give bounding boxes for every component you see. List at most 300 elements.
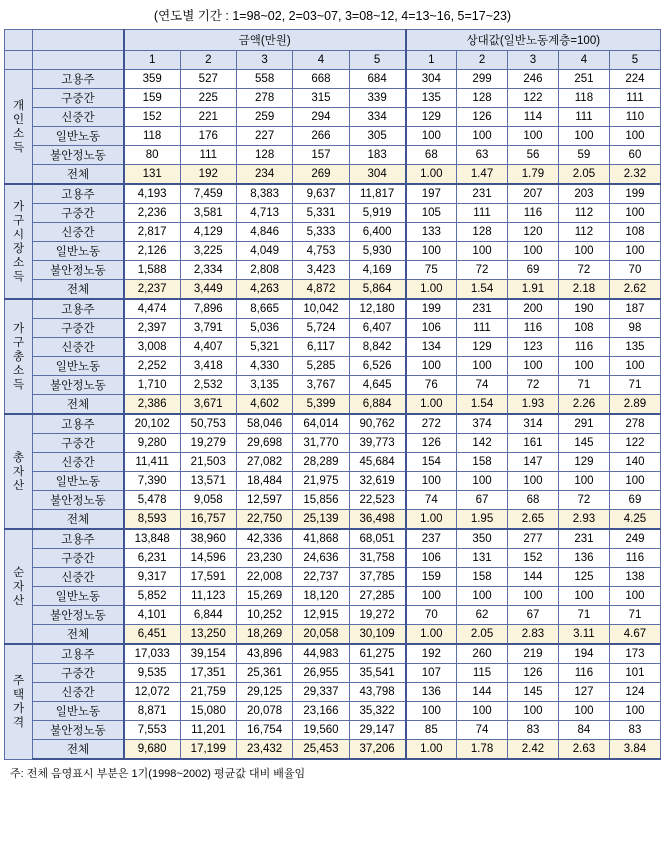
- table-row: [5, 357, 661, 376]
- header-corner-right: [33, 30, 124, 51]
- relative-cell: 100: [609, 204, 660, 223]
- table-row: [5, 146, 661, 165]
- amount-cell: 183: [349, 146, 405, 165]
- amount-cell: 12,597: [236, 491, 292, 510]
- amount-cell: 26,955: [293, 664, 349, 683]
- amount-cell: 37,206: [349, 740, 405, 760]
- relative-cell: 299: [457, 70, 508, 89]
- amount-cell: 64,014: [293, 414, 349, 434]
- amount-cell: 269: [293, 165, 349, 185]
- relative-cell: 74: [406, 491, 457, 510]
- amount-cell: 15,856: [293, 491, 349, 510]
- amount-cell: 9,637: [293, 184, 349, 204]
- relative-cell: 2.05: [457, 625, 508, 645]
- row-label: 구중간: [33, 549, 124, 568]
- row-label: 고용주: [33, 644, 124, 664]
- amount-cell: 4,169: [349, 261, 405, 280]
- group-label: 개 인 소 득: [5, 70, 33, 185]
- relative-cell: 158: [457, 453, 508, 472]
- relative-cell: 111: [609, 89, 660, 108]
- amount-cell: 5,930: [349, 242, 405, 261]
- amount-cell: 28,289: [293, 453, 349, 472]
- row-label: 구중간: [33, 319, 124, 338]
- table-row: [5, 376, 661, 395]
- amount-cell: 21,503: [180, 453, 236, 472]
- amount-cell: 558: [236, 70, 292, 89]
- row-label: 구중간: [33, 664, 124, 683]
- amount-cell: 668: [293, 70, 349, 89]
- table-row: [5, 319, 661, 338]
- amount-cell: 225: [180, 89, 236, 108]
- amount-cell: 5,333: [293, 223, 349, 242]
- relative-cell: 2.18: [558, 280, 609, 300]
- relative-cell: 100: [558, 472, 609, 491]
- relative-cell: 1.79: [508, 165, 559, 185]
- amount-cell: 22,737: [293, 568, 349, 587]
- row-label: 불안정노동: [33, 146, 124, 165]
- relative-cell: 129: [406, 108, 457, 127]
- amount-cell: 80: [124, 146, 180, 165]
- amount-cell: 2,532: [180, 376, 236, 395]
- amount-cell: 2,808: [236, 261, 292, 280]
- amount-cell: 39,773: [349, 434, 405, 453]
- group-label: 총 자 산: [5, 414, 33, 529]
- amount-cell: 2,817: [124, 223, 180, 242]
- relative-cell: 116: [508, 204, 559, 223]
- amount-cell: 4,474: [124, 299, 180, 319]
- table-row: [5, 529, 661, 549]
- amount-cell: 31,770: [293, 434, 349, 453]
- header-corner-left-2: [5, 51, 33, 70]
- relative-cell: 192: [406, 644, 457, 664]
- relative-cell: 115: [457, 664, 508, 683]
- table-row: [5, 702, 661, 721]
- relative-cell: 1.00: [406, 625, 457, 645]
- relative-cell: 127: [558, 683, 609, 702]
- amount-cell: 2,126: [124, 242, 180, 261]
- table-row: [5, 453, 661, 472]
- relative-cell: 231: [558, 529, 609, 549]
- relative-cell: 2.26: [558, 395, 609, 415]
- relative-cell: 1.54: [457, 395, 508, 415]
- amount-cell: 5,036: [236, 319, 292, 338]
- relative-cell: 100: [609, 472, 660, 491]
- amount-cell: 234: [236, 165, 292, 185]
- amount-cell: 3,225: [180, 242, 236, 261]
- amount-cell: 43,896: [236, 644, 292, 664]
- relative-cell: 2.65: [508, 510, 559, 530]
- amount-cell: 6,117: [293, 338, 349, 357]
- relative-cell: 100: [558, 127, 609, 146]
- relative-cell: 76: [406, 376, 457, 395]
- amount-cell: 6,844: [180, 606, 236, 625]
- relative-cell: 231: [457, 299, 508, 319]
- relative-cell: 124: [609, 683, 660, 702]
- amount-cell: 8,593: [124, 510, 180, 530]
- relative-cell: 100: [609, 702, 660, 721]
- table-row: [5, 70, 661, 89]
- relative-cell: 1.00: [406, 395, 457, 415]
- amount-cell: 45,684: [349, 453, 405, 472]
- amount-cell: 14,596: [180, 549, 236, 568]
- relative-cell: 75: [406, 261, 457, 280]
- amount-cell: 684: [349, 70, 405, 89]
- relative-cell: 314: [508, 414, 559, 434]
- amount-cell: 25,139: [293, 510, 349, 530]
- row-label: 불안정노동: [33, 721, 124, 740]
- amount-cell: 334: [349, 108, 405, 127]
- amount-cell: 27,285: [349, 587, 405, 606]
- relative-cell: 116: [558, 664, 609, 683]
- relative-cell: 128: [457, 223, 508, 242]
- relative-cell: 100: [406, 127, 457, 146]
- amount-cell: 6,407: [349, 319, 405, 338]
- amount-cell: 12,180: [349, 299, 405, 319]
- table-row: [5, 721, 661, 740]
- table-row: [5, 108, 661, 127]
- table-row: [5, 625, 661, 645]
- amount-cell: 7,553: [124, 721, 180, 740]
- header-rel-p5: 5: [609, 51, 660, 70]
- relative-cell: 1.00: [406, 165, 457, 185]
- relative-cell: 277: [508, 529, 559, 549]
- relative-cell: 237: [406, 529, 457, 549]
- row-label: 신중간: [33, 568, 124, 587]
- relative-cell: 246: [508, 70, 559, 89]
- table-row: [5, 165, 661, 185]
- amount-cell: 41,868: [293, 529, 349, 549]
- relative-cell: 83: [609, 721, 660, 740]
- amount-cell: 20,102: [124, 414, 180, 434]
- amount-cell: 6,400: [349, 223, 405, 242]
- amount-cell: 32,619: [349, 472, 405, 491]
- relative-cell: 231: [457, 184, 508, 204]
- relative-cell: 278: [609, 414, 660, 434]
- relative-cell: 374: [457, 414, 508, 434]
- table-row: [5, 223, 661, 242]
- relative-cell: 74: [457, 721, 508, 740]
- relative-cell: 118: [558, 89, 609, 108]
- amount-cell: 18,120: [293, 587, 349, 606]
- amount-cell: 3,581: [180, 204, 236, 223]
- amount-cell: 8,383: [236, 184, 292, 204]
- row-label: 고용주: [33, 184, 124, 204]
- relative-cell: 71: [609, 376, 660, 395]
- amount-cell: 3,791: [180, 319, 236, 338]
- relative-cell: 161: [508, 434, 559, 453]
- relative-cell: 100: [609, 587, 660, 606]
- relative-cell: 72: [457, 261, 508, 280]
- row-label: 일반노동: [33, 702, 124, 721]
- relative-cell: 100: [508, 702, 559, 721]
- relative-cell: 136: [558, 549, 609, 568]
- row-label: 고용주: [33, 529, 124, 549]
- amount-cell: 6,884: [349, 395, 405, 415]
- table-row: [5, 204, 661, 223]
- amount-cell: 9,317: [124, 568, 180, 587]
- header-amount-p4: 4: [293, 51, 349, 70]
- relative-cell: 145: [558, 434, 609, 453]
- relative-cell: 111: [558, 108, 609, 127]
- amount-cell: 29,698: [236, 434, 292, 453]
- relative-cell: 2.63: [558, 740, 609, 760]
- relative-cell: 70: [609, 261, 660, 280]
- relative-cell: 100: [406, 702, 457, 721]
- amount-cell: 2,397: [124, 319, 180, 338]
- row-label: 일반노동: [33, 357, 124, 376]
- relative-cell: 108: [609, 223, 660, 242]
- header-corner-left: [5, 30, 33, 51]
- relative-cell: 142: [457, 434, 508, 453]
- relative-cell: 207: [508, 184, 559, 204]
- header-rel-p1: 1: [406, 51, 457, 70]
- relative-cell: 122: [609, 434, 660, 453]
- table-note: 주: 전체 음영표시 부분은 1기(1998~2002) 평균값 대비 배율임: [10, 768, 306, 780]
- amount-cell: 6,526: [349, 357, 405, 376]
- relative-cell: 190: [558, 299, 609, 319]
- table-caption: (연도별 기간 : 1=98~02, 2=03~07, 3=08~12, 4=13~16, 5=17~23): [153, 9, 512, 23]
- table-row: [5, 510, 661, 530]
- relative-cell: 100: [508, 357, 559, 376]
- relative-cell: 4.67: [609, 625, 660, 645]
- relative-cell: 154: [406, 453, 457, 472]
- amount-cell: 5,864: [349, 280, 405, 300]
- relative-cell: 110: [609, 108, 660, 127]
- relative-cell: 68: [406, 146, 457, 165]
- relative-cell: 2.05: [558, 165, 609, 185]
- relative-cell: 123: [508, 338, 559, 357]
- relative-cell: 128: [457, 89, 508, 108]
- row-label: 불안정노동: [33, 606, 124, 625]
- relative-cell: 197: [406, 184, 457, 204]
- relative-cell: 3.11: [558, 625, 609, 645]
- amount-cell: 36,498: [349, 510, 405, 530]
- relative-cell: 72: [558, 261, 609, 280]
- table-row: [5, 683, 661, 702]
- row-label: 불안정노동: [33, 491, 124, 510]
- amount-cell: 3,671: [180, 395, 236, 415]
- table-row: [5, 568, 661, 587]
- amount-cell: 4,645: [349, 376, 405, 395]
- relative-cell: 194: [558, 644, 609, 664]
- relative-cell: 100: [406, 242, 457, 261]
- row-label: 구중간: [33, 204, 124, 223]
- header-amount-p5: 5: [349, 51, 405, 70]
- relative-cell: 2.89: [609, 395, 660, 415]
- amount-cell: 7,896: [180, 299, 236, 319]
- group-label: 주 택 가 격: [5, 644, 33, 759]
- amount-cell: 4,846: [236, 223, 292, 242]
- relative-cell: 70: [406, 606, 457, 625]
- relative-cell: 224: [609, 70, 660, 89]
- relative-cell: 100: [558, 587, 609, 606]
- amount-cell: 4,872: [293, 280, 349, 300]
- amount-cell: 29,147: [349, 721, 405, 740]
- relative-cell: 3.84: [609, 740, 660, 760]
- relative-cell: 173: [609, 644, 660, 664]
- relative-cell: 116: [558, 338, 609, 357]
- amount-cell: 4,330: [236, 357, 292, 376]
- amount-cell: 11,201: [180, 721, 236, 740]
- amount-cell: 4,753: [293, 242, 349, 261]
- amount-cell: 111: [180, 146, 236, 165]
- amount-cell: 527: [180, 70, 236, 89]
- amount-cell: 2,252: [124, 357, 180, 376]
- amount-cell: 294: [293, 108, 349, 127]
- relative-cell: 106: [406, 549, 457, 568]
- amount-cell: 4,101: [124, 606, 180, 625]
- relative-cell: 100: [609, 242, 660, 261]
- row-label: 일반노동: [33, 242, 124, 261]
- relative-cell: 1.47: [457, 165, 508, 185]
- amount-cell: 61,275: [349, 644, 405, 664]
- group-label: 가 구 시 장 소 득: [5, 184, 33, 299]
- amount-cell: 5,919: [349, 204, 405, 223]
- amount-cell: 58,046: [236, 414, 292, 434]
- amount-cell: 19,272: [349, 606, 405, 625]
- row-label: 전체: [33, 280, 124, 300]
- header-rel-p3: 3: [508, 51, 559, 70]
- amount-cell: 315: [293, 89, 349, 108]
- relative-cell: 83: [508, 721, 559, 740]
- amount-cell: 9,280: [124, 434, 180, 453]
- relative-cell: 100: [558, 242, 609, 261]
- amount-cell: 10,252: [236, 606, 292, 625]
- relative-cell: 100: [558, 702, 609, 721]
- relative-cell: 68: [508, 491, 559, 510]
- amount-cell: 157: [293, 146, 349, 165]
- relative-cell: 135: [609, 338, 660, 357]
- amount-cell: 29,337: [293, 683, 349, 702]
- amount-cell: 27,082: [236, 453, 292, 472]
- relative-cell: 199: [609, 184, 660, 204]
- amount-cell: 37,785: [349, 568, 405, 587]
- table-row: [5, 242, 661, 261]
- relative-cell: 60: [609, 146, 660, 165]
- relative-cell: 72: [558, 491, 609, 510]
- relative-cell: 111: [457, 319, 508, 338]
- relative-cell: 4.25: [609, 510, 660, 530]
- relative-cell: 158: [457, 568, 508, 587]
- amount-cell: 23,166: [293, 702, 349, 721]
- amount-cell: 305: [349, 127, 405, 146]
- relative-cell: 72: [508, 376, 559, 395]
- amount-cell: 42,336: [236, 529, 292, 549]
- relative-cell: 1.54: [457, 280, 508, 300]
- relative-cell: 145: [508, 683, 559, 702]
- amount-cell: 227: [236, 127, 292, 146]
- amount-cell: 29,125: [236, 683, 292, 702]
- row-label: 불안정노동: [33, 376, 124, 395]
- income-asset-table: [4, 29, 661, 760]
- amount-cell: 4,193: [124, 184, 180, 204]
- amount-cell: 128: [236, 146, 292, 165]
- amount-cell: 4,129: [180, 223, 236, 242]
- amount-cell: 3,767: [293, 376, 349, 395]
- amount-cell: 20,078: [236, 702, 292, 721]
- relative-cell: 67: [508, 606, 559, 625]
- relative-cell: 100: [508, 472, 559, 491]
- table-row: [5, 472, 661, 491]
- relative-cell: 200: [508, 299, 559, 319]
- row-label: 전체: [33, 510, 124, 530]
- amount-cell: 15,269: [236, 587, 292, 606]
- relative-cell: 2.62: [609, 280, 660, 300]
- amount-cell: 18,484: [236, 472, 292, 491]
- row-label: 일반노동: [33, 587, 124, 606]
- amount-cell: 22,523: [349, 491, 405, 510]
- amount-cell: 5,321: [236, 338, 292, 357]
- amount-cell: 3,008: [124, 338, 180, 357]
- amount-cell: 19,560: [293, 721, 349, 740]
- table-row: [5, 491, 661, 510]
- amount-cell: 131: [124, 165, 180, 185]
- relative-cell: 131: [457, 549, 508, 568]
- row-label: 전체: [33, 625, 124, 645]
- header-amount-p3: 3: [236, 51, 292, 70]
- relative-cell: 260: [457, 644, 508, 664]
- relative-cell: 100: [406, 587, 457, 606]
- relative-cell: 144: [457, 683, 508, 702]
- relative-cell: 120: [508, 223, 559, 242]
- amount-cell: 39,154: [180, 644, 236, 664]
- amount-cell: 3,449: [180, 280, 236, 300]
- amount-cell: 6,231: [124, 549, 180, 568]
- relative-cell: 251: [558, 70, 609, 89]
- header-corner-right-2: [33, 51, 124, 70]
- amount-cell: 19,279: [180, 434, 236, 453]
- amount-cell: 4,407: [180, 338, 236, 357]
- relative-cell: 100: [457, 472, 508, 491]
- amount-cell: 3,418: [180, 357, 236, 376]
- relative-cell: 116: [609, 549, 660, 568]
- table-row: [5, 606, 661, 625]
- amount-cell: 68,051: [349, 529, 405, 549]
- table-row: [5, 644, 661, 664]
- relative-cell: 74: [457, 376, 508, 395]
- amount-cell: 9,535: [124, 664, 180, 683]
- table-row: [5, 587, 661, 606]
- amount-cell: 5,399: [293, 395, 349, 415]
- row-label: 전체: [33, 395, 124, 415]
- table-header: [5, 30, 661, 70]
- relative-cell: 2.42: [508, 740, 559, 760]
- amount-cell: 2,236: [124, 204, 180, 223]
- table-row: [5, 338, 661, 357]
- amount-cell: 9,058: [180, 491, 236, 510]
- table-row: [5, 395, 661, 415]
- amount-cell: 278: [236, 89, 292, 108]
- row-label: 전체: [33, 740, 124, 760]
- header-relative-group: 상대값(일반노동계층=100): [406, 30, 661, 51]
- amount-cell: 159: [124, 89, 180, 108]
- amount-cell: 221: [180, 108, 236, 127]
- relative-cell: 350: [457, 529, 508, 549]
- row-label: 구중간: [33, 89, 124, 108]
- relative-cell: 101: [609, 664, 660, 683]
- relative-cell: 1.00: [406, 510, 457, 530]
- relative-cell: 85: [406, 721, 457, 740]
- relative-cell: 100: [457, 587, 508, 606]
- table-row: [5, 184, 661, 204]
- amount-cell: 5,285: [293, 357, 349, 376]
- amount-cell: 17,591: [180, 568, 236, 587]
- amount-cell: 18,269: [236, 625, 292, 645]
- relative-cell: 111: [457, 204, 508, 223]
- amount-cell: 192: [180, 165, 236, 185]
- row-label: 고용주: [33, 414, 124, 434]
- amount-cell: 15,080: [180, 702, 236, 721]
